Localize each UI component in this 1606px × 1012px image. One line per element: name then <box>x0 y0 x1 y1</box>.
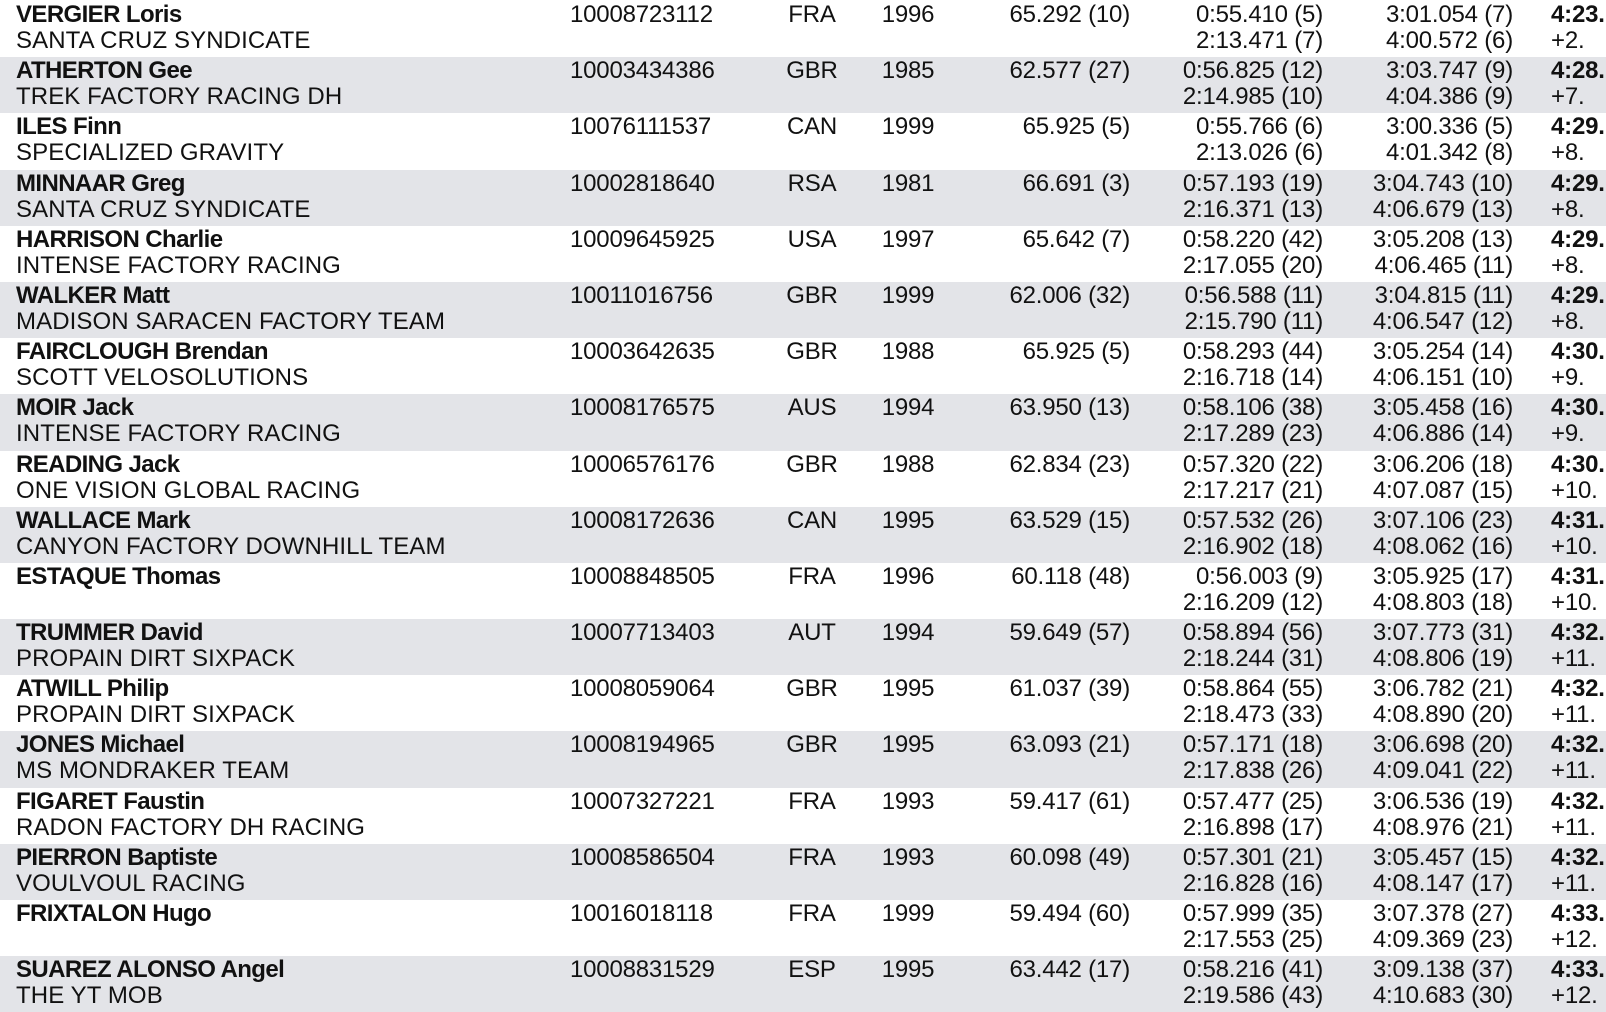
split-3: 2:16.828 (16) <box>1182 869 1323 897</box>
table-row <box>0 507 1606 563</box>
split-1: 0:56.825 (12) <box>1182 57 1323 85</box>
time-gap: +8. <box>1551 251 1585 279</box>
finish-time: 4:32. <box>1551 843 1605 871</box>
nationality: CAN <box>786 113 838 141</box>
split-4: 4:08.147 (17) <box>1372 869 1513 897</box>
year-of-birth: 1995 <box>881 956 935 984</box>
rider-name: WALLACE Mark <box>16 506 191 534</box>
nationality: FRA <box>788 843 836 871</box>
rider-name: TRUMMER David <box>16 619 203 647</box>
team-name: MS MONDRAKER TEAM <box>16 757 290 785</box>
split-4: 4:06.886 (14) <box>1372 420 1513 448</box>
nationality: GBR <box>786 450 838 478</box>
split-3: 2:16.898 (17) <box>1182 813 1323 841</box>
speed-trap: 63.529 (15) <box>1009 506 1130 534</box>
finish-time: 4:32. <box>1551 619 1605 647</box>
split-1: 0:58.293 (44) <box>1182 338 1323 366</box>
speed-trap: 65.925 (5) <box>1022 338 1130 366</box>
uci-id: 10002818640 <box>570 169 715 197</box>
year-of-birth: 1993 <box>881 787 935 815</box>
team-name: SANTA CRUZ SYNDICATE <box>16 195 311 223</box>
finish-time: 4:29. <box>1551 281 1605 309</box>
table-row <box>0 731 1606 787</box>
split-1: 0:58.216 (41) <box>1182 956 1323 984</box>
uci-id: 10016018118 <box>570 900 713 927</box>
split-1: 0:57.532 (26) <box>1182 506 1323 534</box>
nationality: CAN <box>786 506 838 534</box>
split-1: 0:57.477 (25) <box>1182 787 1323 815</box>
split-2: 3:07.773 (31) <box>1372 619 1513 647</box>
uci-id: 10006576176 <box>570 450 715 478</box>
split-4: 4:10.683 (30) <box>1372 982 1513 1010</box>
team-name: RADON FACTORY DH RACING <box>16 813 366 841</box>
speed-trap: 59.494 (60) <box>1009 900 1130 927</box>
split-4: 4:06.465 (11) <box>1374 251 1513 279</box>
speed-trap: 63.950 (13) <box>1009 394 1130 422</box>
nationality: ESP <box>788 956 836 984</box>
split-2: 3:06.206 (18) <box>1372 450 1513 478</box>
split-2: 3:05.457 (15) <box>1372 843 1513 871</box>
rider-name: ESTAQUE Thomas <box>16 562 221 590</box>
rider-name: SUAREZ ALONSO Angel <box>16 956 285 984</box>
split-3: 2:17.289 (23) <box>1182 420 1323 448</box>
time-gap: +12. <box>1551 926 1598 953</box>
team-name: INTENSE FACTORY RACING <box>16 420 341 448</box>
split-3: 2:17.055 (20) <box>1182 251 1323 279</box>
split-2: 3:07.378 (27) <box>1372 900 1513 927</box>
table-row <box>0 563 1606 619</box>
year-of-birth: 1995 <box>881 675 935 703</box>
split-2: 3:06.698 (20) <box>1372 731 1513 759</box>
speed-trap: 61.037 (39) <box>1009 675 1130 703</box>
year-of-birth: 1994 <box>881 394 935 422</box>
split-1: 0:57.193 (19) <box>1182 169 1323 197</box>
time-gap: +9. <box>1551 364 1585 392</box>
split-4: 4:09.041 (22) <box>1372 757 1513 785</box>
uci-id: 10011016756 <box>570 281 713 309</box>
team-name: SCOTT VELOSOLUTIONS <box>16 364 309 392</box>
split-4: 4:01.342 (8) <box>1385 139 1513 167</box>
split-3: 2:17.553 (25) <box>1182 926 1323 953</box>
split-2: 3:06.782 (21) <box>1372 675 1513 703</box>
split-3: 2:18.473 (33) <box>1182 701 1323 729</box>
speed-trap: 65.925 (5) <box>1022 113 1130 141</box>
split-3: 2:17.838 (26) <box>1182 757 1323 785</box>
table-row <box>0 675 1606 731</box>
table-row <box>0 788 1606 844</box>
split-1: 0:56.003 (9) <box>1195 562 1323 590</box>
rider-name: JONES Michael <box>16 731 185 759</box>
finish-time: 4:31. <box>1551 562 1605 590</box>
uci-id: 10008586504 <box>570 843 715 871</box>
year-of-birth: 1999 <box>881 113 935 141</box>
time-gap: +8. <box>1551 195 1585 223</box>
year-of-birth: 1985 <box>881 57 935 85</box>
year-of-birth: 1988 <box>881 338 935 366</box>
split-4: 4:08.062 (16) <box>1372 532 1513 560</box>
table-row <box>0 1 1606 57</box>
split-4: 4:09.369 (23) <box>1372 926 1513 953</box>
finish-time: 4:29. <box>1551 225 1605 253</box>
split-4: 4:04.386 (9) <box>1385 83 1513 111</box>
nationality: USA <box>787 225 837 253</box>
speed-trap: 60.098 (49) <box>1009 843 1130 871</box>
time-gap: +11. <box>1551 645 1596 673</box>
table-row <box>0 619 1606 675</box>
split-3: 2:16.209 (12) <box>1182 588 1323 616</box>
split-4: 4:00.572 (6) <box>1385 27 1513 54</box>
time-gap: +11. <box>1551 869 1596 897</box>
split-2: 3:00.336 (5) <box>1385 113 1513 141</box>
split-3: 2:15.790 (11) <box>1184 307 1323 335</box>
split-3: 2:16.371 (13) <box>1182 195 1323 223</box>
nationality: GBR <box>786 338 838 366</box>
finish-time: 4:30. <box>1551 338 1605 366</box>
time-gap: +8. <box>1551 139 1585 167</box>
uci-id: 10003434386 <box>570 57 715 85</box>
finish-time: 4:30. <box>1551 394 1605 422</box>
split-3: 2:13.471 (7) <box>1195 27 1323 54</box>
finish-time: 4:33. <box>1551 956 1605 984</box>
year-of-birth: 1996 <box>881 1 935 28</box>
year-of-birth: 1995 <box>881 506 935 534</box>
year-of-birth: 1997 <box>881 225 935 253</box>
uci-id: 10009645925 <box>570 225 715 253</box>
split-4: 4:08.976 (21) <box>1372 813 1513 841</box>
split-2: 3:05.208 (13) <box>1372 225 1513 253</box>
rider-name: ATWILL Philip <box>16 675 169 703</box>
finish-time: 4:30. <box>1551 450 1605 478</box>
split-3: 2:13.026 (6) <box>1195 139 1323 167</box>
rider-name: VERGIER Loris <box>16 1 182 28</box>
split-2: 3:01.054 (7) <box>1385 1 1513 28</box>
team-name: MADISON SARACEN FACTORY TEAM <box>16 307 446 335</box>
split-1: 0:57.320 (22) <box>1182 450 1323 478</box>
time-gap: +12. <box>1551 982 1598 1010</box>
rider-name: READING Jack <box>16 450 180 478</box>
team-name: SPECIALIZED GRAVITY <box>16 139 285 167</box>
finish-time: 4:33. <box>1551 900 1605 927</box>
finish-time: 4:28. <box>1551 57 1605 85</box>
year-of-birth: 1999 <box>881 900 935 927</box>
time-gap: +10. <box>1551 476 1598 504</box>
speed-trap: 62.006 (32) <box>1009 281 1130 309</box>
split-1: 0:56.588 (11) <box>1184 281 1323 309</box>
split-3: 2:14.985 (10) <box>1182 83 1323 111</box>
year-of-birth: 1993 <box>881 843 935 871</box>
uci-id: 10008723112 <box>570 1 713 28</box>
nationality: FRA <box>788 900 836 927</box>
split-1: 0:58.106 (38) <box>1182 394 1323 422</box>
rider-name: FRIXTALON Hugo <box>16 900 212 927</box>
split-2: 3:05.925 (17) <box>1372 562 1513 590</box>
split-2: 3:05.254 (14) <box>1372 338 1513 366</box>
nationality: GBR <box>786 731 838 759</box>
year-of-birth: 1996 <box>881 562 935 590</box>
rider-name: PIERRON Baptiste <box>16 843 218 871</box>
team-name: INTENSE FACTORY RACING <box>16 251 341 279</box>
finish-time: 4:29. <box>1551 113 1605 141</box>
table-row <box>0 338 1606 394</box>
split-1: 0:55.766 (6) <box>1195 113 1323 141</box>
split-2: 3:04.743 (10) <box>1372 169 1513 197</box>
nationality: FRA <box>788 1 836 28</box>
rider-name: ATHERTON Gee <box>16 57 192 85</box>
year-of-birth: 1981 <box>881 169 935 197</box>
split-4: 4:06.547 (12) <box>1372 307 1513 335</box>
finish-time: 4:29. <box>1551 169 1605 197</box>
table-row <box>0 57 1606 113</box>
split-4: 4:06.151 (10) <box>1372 364 1513 392</box>
table-row <box>0 844 1606 900</box>
uci-id: 10008059064 <box>570 675 715 703</box>
speed-trap: 62.834 (23) <box>1009 450 1130 478</box>
finish-time: 4:32. <box>1551 675 1605 703</box>
nationality: FRA <box>788 562 836 590</box>
team-name: SANTA CRUZ SYNDICATE <box>16 27 311 54</box>
time-gap: +11. <box>1551 757 1596 785</box>
rider-name: FIGARET Faustin <box>16 787 205 815</box>
rider-name: MINNAAR Greg <box>16 169 185 197</box>
split-2: 3:09.138 (37) <box>1372 956 1513 984</box>
split-1: 0:57.999 (35) <box>1182 900 1323 927</box>
finish-time: 4:31. <box>1551 506 1605 534</box>
split-3: 2:16.902 (18) <box>1182 532 1323 560</box>
split-3: 2:17.217 (21) <box>1182 476 1323 504</box>
uci-id: 10008172636 <box>570 506 715 534</box>
split-2: 3:03.747 (9) <box>1385 57 1513 85</box>
year-of-birth: 1995 <box>881 731 935 759</box>
split-4: 4:08.803 (18) <box>1372 588 1513 616</box>
year-of-birth: 1988 <box>881 450 935 478</box>
finish-time: 4:23. <box>1551 1 1605 28</box>
nationality: GBR <box>786 57 838 85</box>
speed-trap: 63.093 (21) <box>1009 731 1130 759</box>
year-of-birth: 1999 <box>881 281 935 309</box>
split-3: 2:19.586 (43) <box>1182 982 1323 1010</box>
speed-trap: 59.417 (61) <box>1009 787 1130 815</box>
uci-id: 10007713403 <box>570 619 715 647</box>
speed-trap: 65.292 (10) <box>1009 1 1130 28</box>
nationality: AUS <box>787 394 837 422</box>
team-name: THE YT MOB <box>16 982 163 1010</box>
time-gap: +8. <box>1551 307 1585 335</box>
team-name: PROPAIN DIRT SIXPACK <box>16 645 295 673</box>
finish-time: 4:32. <box>1551 731 1605 759</box>
rider-name: HARRISON Charlie <box>16 225 223 253</box>
time-gap: +11. <box>1551 701 1596 729</box>
team-name: ONE VISION GLOBAL RACING <box>16 476 361 504</box>
split-4: 4:06.679 (13) <box>1372 195 1513 223</box>
split-4: 4:08.806 (19) <box>1372 645 1513 673</box>
uci-id: 10076111537 <box>570 113 712 141</box>
nationality: RSA <box>787 169 837 197</box>
speed-trap: 65.642 (7) <box>1022 225 1130 253</box>
speed-trap: 62.577 (27) <box>1009 57 1130 85</box>
split-1: 0:55.410 (5) <box>1195 1 1323 28</box>
table-row <box>0 170 1606 226</box>
time-gap: +10. <box>1551 588 1598 616</box>
nationality: FRA <box>788 787 836 815</box>
uci-id: 10007327221 <box>570 787 715 815</box>
nationality: GBR <box>786 675 838 703</box>
table-row <box>0 956 1606 1012</box>
table-row <box>0 900 1606 956</box>
rider-name: ILES Finn <box>16 113 122 141</box>
uci-id: 10003642635 <box>570 338 715 366</box>
uci-id: 10008176575 <box>570 394 715 422</box>
results-table <box>0 1 1606 1012</box>
split-1: 0:58.894 (56) <box>1182 619 1323 647</box>
split-2: 3:07.106 (23) <box>1372 506 1513 534</box>
split-1: 0:58.220 (42) <box>1182 225 1323 253</box>
table-row <box>0 113 1606 169</box>
time-gap: +7. <box>1551 83 1585 111</box>
team-name: VOULVOUL RACING <box>16 869 246 897</box>
team-name: TREK FACTORY RACING DH <box>16 83 343 111</box>
split-1: 0:58.864 (55) <box>1182 675 1323 703</box>
split-3: 2:16.718 (14) <box>1182 364 1323 392</box>
time-gap: +10. <box>1551 532 1598 560</box>
split-2: 3:04.815 (11) <box>1374 281 1513 309</box>
split-4: 4:08.890 (20) <box>1372 701 1513 729</box>
split-2: 3:06.536 (19) <box>1372 787 1513 815</box>
rider-name: FAIRCLOUGH Brendan <box>16 338 268 366</box>
time-gap: +11. <box>1551 813 1596 841</box>
speed-trap: 59.649 (57) <box>1009 619 1130 647</box>
speed-trap: 60.118 (48) <box>1011 562 1130 590</box>
table-row <box>0 282 1606 338</box>
rider-name: MOIR Jack <box>16 394 134 422</box>
time-gap: +2. <box>1551 27 1585 54</box>
team-name: CANYON FACTORY DOWNHILL TEAM <box>16 532 446 560</box>
speed-trap: 66.691 (3) <box>1022 169 1130 197</box>
uci-id: 10008831529 <box>570 956 715 984</box>
time-gap: +9. <box>1551 420 1585 448</box>
split-2: 3:05.458 (16) <box>1372 394 1513 422</box>
year-of-birth: 1994 <box>881 619 935 647</box>
rider-name: WALKER Matt <box>16 281 170 309</box>
finish-time: 4:32. <box>1551 787 1605 815</box>
team-name: PROPAIN DIRT SIXPACK <box>16 701 295 729</box>
table-row <box>0 226 1606 282</box>
split-1: 0:57.171 (18) <box>1182 731 1323 759</box>
table-row <box>0 451 1606 507</box>
speed-trap: 63.442 (17) <box>1009 956 1130 984</box>
split-4: 4:07.087 (15) <box>1372 476 1513 504</box>
split-3: 2:18.244 (31) <box>1182 645 1323 673</box>
nationality: AUT <box>788 619 836 647</box>
table-row <box>0 394 1606 450</box>
uci-id: 10008194965 <box>570 731 715 759</box>
uci-id: 10008848505 <box>570 562 715 590</box>
split-1: 0:57.301 (21) <box>1182 843 1323 871</box>
nationality: GBR <box>786 281 838 309</box>
